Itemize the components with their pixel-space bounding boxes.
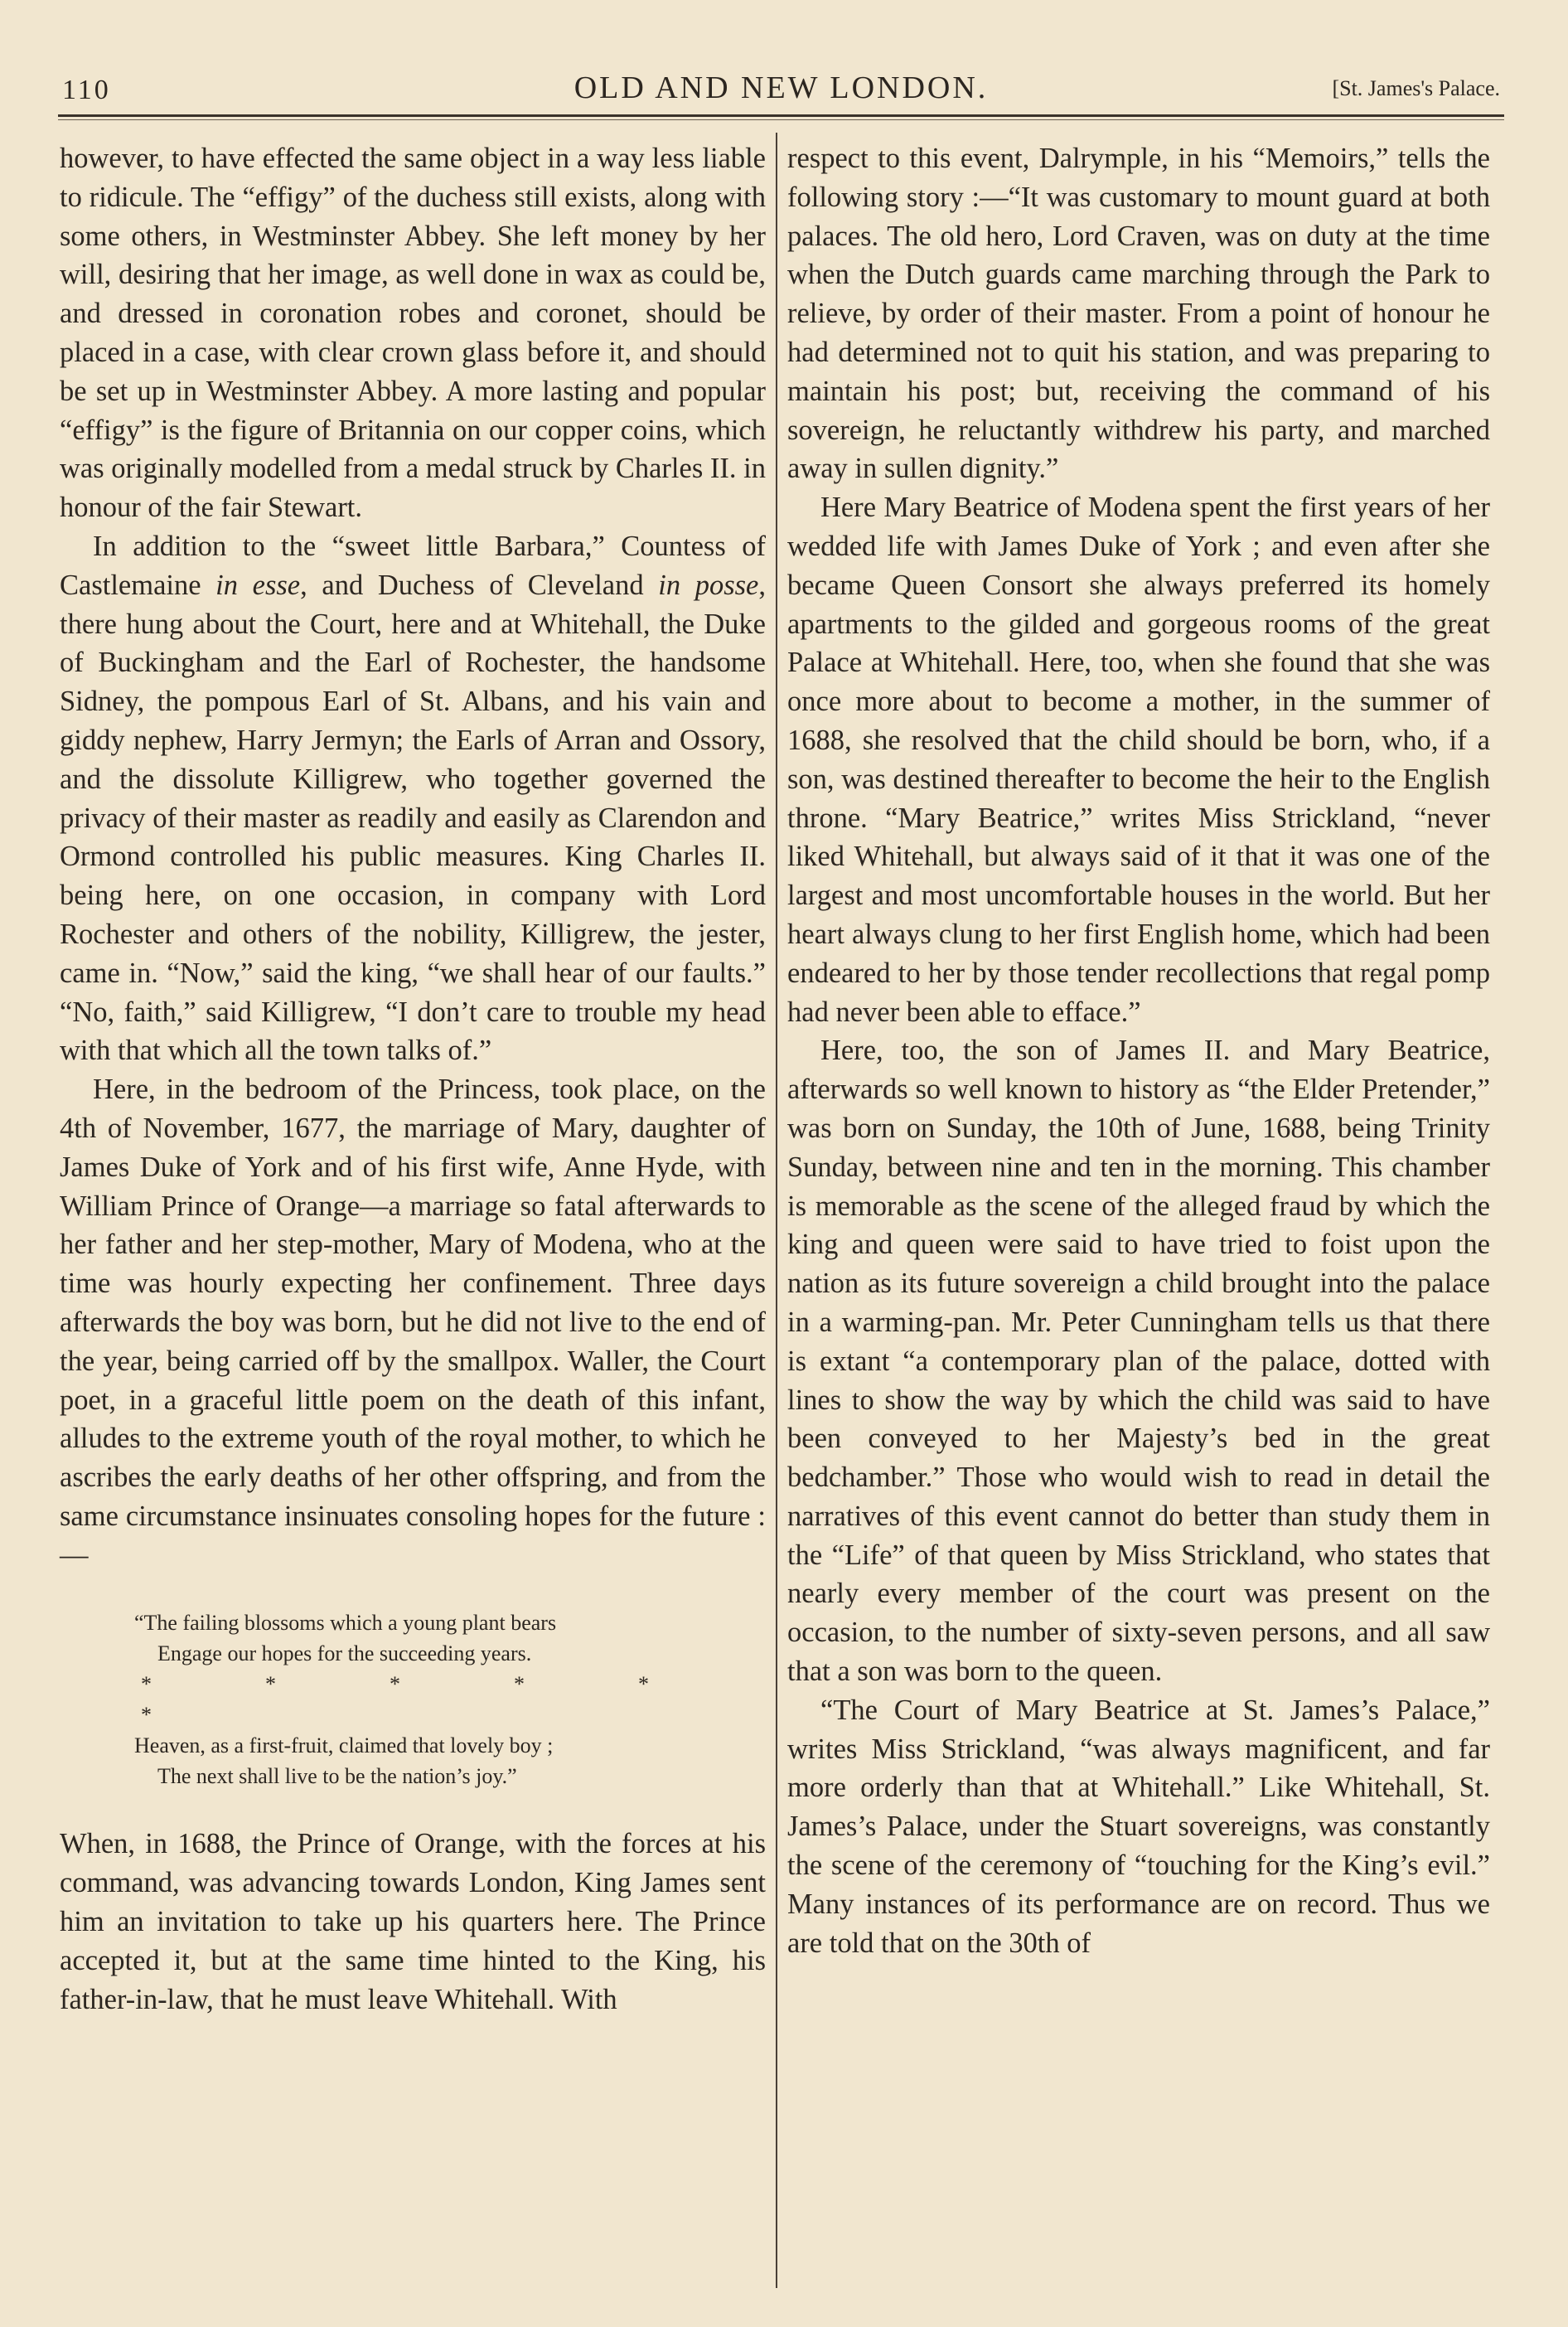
column-divider (776, 133, 777, 2288)
star: * (638, 1672, 649, 1697)
poem-line: The next shall live to be the nation’s joy.” (157, 1764, 517, 1789)
text-run: In addition to the “sweet little Barbara,” Countess of Castlemaine (60, 530, 766, 601)
paragraph (60, 527, 766, 1070)
paragraph: Here, too, the son of James II. and Mary Beatrice, afterwards so well known to history as “the Elder Pretender,” was born on Sunday, the 10th of June, 1688, being Trinity Sunday, between nine and ten in the morning. This chamber is memorable as the scene of the alleged fraud by which the king and queen were said to have tried to foist upon the nation as its future sovereign a child brought into the palace in a warming-pan. Mr. Peter Cunningham tells us that there is extant “a contemporary plan of the palace, dotted with lines to show the way by which the child was said to have been conveyed to her Majesty’s bed in the great bedchamber.” Those who would wish to read in detail the narratives of this event cannot do better than study them in the “Life” of that queen by Miss Strickland, who states that nearly every member of the court was present on the occasion, to the number of sixty-seven persons, and all saw that a son was born to the queen. (787, 1035, 1490, 1688)
page-number: 110 (62, 75, 111, 105)
paragraph: Here, in the bedroom of the Princess, took place, on the 4th of November, 1677, the marriage of Mary, daughter of James Duke of York and of his first wife, Anne Hyde, with William Prince of Orange—a marriage so fatal afterwards to her father and her step-mother, Mary of Modena, who at the time was hourly expecting her confinement. Three days afterwards the boy was born, but he did not live to the end of the year, being carried off by the smallpox. Waller, the Court poet, in a graceful little poem on the death of this infant, alludes to the extreme youth of the royal mother, to which he ascribes the early deaths of her other offspring, and from the same circumstance insinuates consoling hopes for the future :— (60, 1074, 766, 1571)
paragraph: Here Mary Beatrice of Modena spent the first years of her wedded life with James Duke of York ; and even after she became Queen Consort she always preferred its homely apartments to the gilded and gorgeous rooms of the great Palace at Whitehall. Here, too, when she found that she was once more about to become a mother, in the summer of 1688, she resolved that the child should be born, who, if a son, was destined thereafter to become the heir to the English throne. “Mary Beatrice,” writes Miss Strickland, “never liked Whitehall, but always said of it that it was one of the largest and most uncomfortable houses in the world. But her heart always clung to her first English home, which had been endeared to her by those tender recollections that regal pomp had never been able to efface.” (787, 492, 1490, 1028)
page-header (62, 65, 1500, 114)
poem-stars (134, 1669, 766, 1730)
italic-phrase: in posse (658, 569, 759, 601)
right-column (787, 139, 1490, 1962)
paragraph: respect to this event, Dalrymple, in his “Memoirs,” tells the following story :—“It was customary to mount guard at both palaces. The old hero, Lord Craven, was on duty at the time when the Dutch guards came marching through the Park to relieve, by order of their master. From a point of honour he had determined not to quit his station, and was preparing to maintain his post; but, receiving the command of his sovereign, he reluctantly withdrew his party, and marched away in sullen dignity.” (787, 143, 1490, 485)
paragraph: however, to have effected the same object in a way less liable to ridicule. The “effigy” of the duchess still exists, along with some others, in Westminster Abbey. She left money by her will, desiring that her image, as well done in wax as could be, and dressed in coronation robes and coronet, should be placed in a case, with clear crown glass before it, and should be set up in Westminster Abbey. A more lasting and popular “effigy” is the figure of Britannia on our copper coins, which was originally modelled from a medal struck by Charles II. in honour of the fair Stewart. (60, 143, 766, 524)
star: * (141, 1672, 152, 1697)
left-column (60, 139, 766, 2019)
text-run: , there hung about the Court, here and at Whitehall, the Duke of Buckingham and the Earl of Rochester, the handsome Sidney, the pompous Earl of St. Albans, and his vain and giddy nephew, Harry Jermyn; the Earls of Arran and Ossory, and the dissolute Killigrew, who together governed the privacy of their master as readily and easily as Clarendon and Ormond controlled his public measures. King Charles II. being here, on one occasion, in company with Lord Rochester and others of the nobility, Killigrew, the jester, came in. “Now,” said the king, “we shall hear of our faults.” “No, faith,” said Killigrew, “I don’t care to trouble my head with that which all the town talks of.” (60, 569, 766, 1067)
text-run: , and Duchess of Cleveland (300, 569, 659, 601)
star: * (390, 1672, 400, 1697)
star: * (141, 1703, 152, 1728)
star: * (265, 1672, 276, 1697)
section-label: [St. James's Palace. (1332, 76, 1500, 100)
poem-line: Engage our hopes for the succeeding years. (157, 1641, 532, 1666)
header-rule-thin (58, 119, 1504, 120)
poem-line: “The failing blossoms which a young plant bears (134, 1611, 557, 1636)
poem-quote (134, 1607, 766, 1791)
poem-line: Heaven, as a first-fruit, claimed that lovely boy ; (134, 1733, 554, 1758)
header-rule (58, 114, 1504, 117)
running-title: OLD AND NEW LONDON. (573, 70, 989, 105)
italic-phrase: in esse (215, 569, 301, 601)
paragraph: “The Court of Mary Beatrice at St. James’s Palace,” writes Miss Strickland, “was always magnificent, and far more orderly than that at Whitehall.” Like Whitehall, St. James’s Palace, under the Stuart sovereigns, was constantly the scene of the ceremony of “touching for the King’s evil.” Many instances of its performance are on record. Thus we are told that on the 30th of (787, 1694, 1490, 1959)
paragraph: When, in 1688, the Prince of Orange, with the forces at his command, was advancing towards London, King James sent him an invitation to take up his quarters here. The Prince accepted it, but at the same time hinted to the King, his father-in-law, that he must leave Whitehall. With (60, 1828, 766, 2015)
star: * (514, 1672, 525, 1697)
